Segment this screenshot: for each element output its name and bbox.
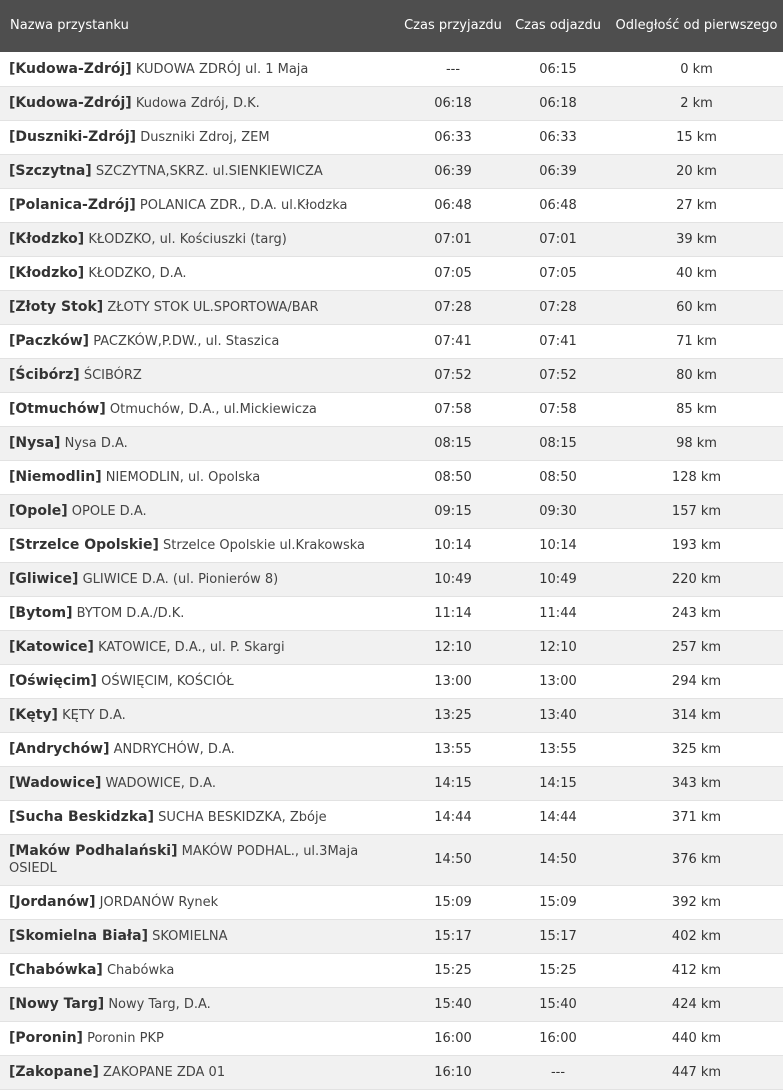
stop-name-cell [0,800,400,834]
arrival-time: 15:25 [400,953,506,987]
distance: 402 km [610,919,783,953]
distance: 15 km [610,120,783,154]
departure-time: 07:01 [506,222,610,256]
timetable-header [0,0,783,52]
departure-time: 07:28 [506,290,610,324]
arrival-time: 09:15 [400,494,506,528]
city-name: [Otmuchów] [9,400,106,417]
stop-name-cell [0,732,400,766]
departure-time: 06:48 [506,188,610,222]
table-row [0,86,783,120]
stop-name: Strzelce Opolskie ul.Krakowska [163,537,366,553]
city-name: [Maków Podhalański] [9,842,178,859]
arrival-time: 07:58 [400,392,506,426]
arrival-time: 07:41 [400,324,506,358]
distance: 447 km [610,1055,783,1089]
departure-time: 10:49 [506,562,610,596]
city-name: [Wadowice] [9,774,102,791]
stop-name: KUDOWA ZDRÓJ ul. 1 Maja [135,61,309,77]
stop-name: Duszniki Zdroj, ZEM [140,129,270,145]
stop-name-cell [0,358,400,392]
column-header-stop-name: Nazwa przystanku [0,0,400,52]
arrival-time: 06:18 [400,86,506,120]
city-name: [Skomielna Biała] [9,927,148,944]
departure-time: 12:10 [506,630,610,664]
arrival-time: 13:25 [400,698,506,732]
table-row [0,290,783,324]
city-name: [Nysa] [9,434,61,451]
city-name: [Strzelce Opolskie] [9,536,159,553]
stop-name-cell [0,953,400,987]
departure-time: 14:50 [506,834,610,885]
distance: 257 km [610,630,783,664]
arrival-time: 15:40 [400,987,506,1021]
departure-time: 07:41 [506,324,610,358]
table-row [0,732,783,766]
stop-name: Nowy Targ, D.A. [108,996,211,1012]
departure-time: 11:44 [506,596,610,630]
table-row [0,460,783,494]
arrival-time: 14:50 [400,834,506,885]
departure-time: 07:52 [506,358,610,392]
distance: 243 km [610,596,783,630]
stop-name-cell [0,290,400,324]
stop-name-cell [0,664,400,698]
city-name: [Duszniki-Zdrój] [9,128,137,145]
table-row [0,52,783,86]
arrival-time: 07:05 [400,256,506,290]
departure-time: 09:30 [506,494,610,528]
table-row [0,987,783,1021]
departure-time: 10:14 [506,528,610,562]
distance: 71 km [610,324,783,358]
stop-name: ZAKOPANE ZDA 01 [103,1064,226,1080]
distance: 371 km [610,800,783,834]
city-name: [Kudowa-Zdrój] [9,60,132,77]
arrival-time: 07:52 [400,358,506,392]
city-name: [Bytom] [9,604,73,621]
stop-name: ŚCIBÓRZ [83,367,142,383]
stop-name: OPOLE D.A. [71,503,147,519]
distance: 376 km [610,834,783,885]
city-name: [Gliwice] [9,570,79,587]
stop-name-cell [0,834,400,885]
stop-name: Kudowa Zdrój, D.K. [135,95,260,111]
table-row [0,392,783,426]
stop-name-cell [0,987,400,1021]
stop-name: SUCHA BESKIDZKA, Zbóje [158,809,327,825]
arrival-time: 10:49 [400,562,506,596]
stop-name: WADOWICE, D.A. [105,775,216,791]
stop-name-cell [0,630,400,664]
arrival-time: 11:14 [400,596,506,630]
arrival-time: 12:10 [400,630,506,664]
stop-name: POLANICA ZDR., D.A. ul.Kłodzka [139,197,348,213]
distance: 157 km [610,494,783,528]
stop-name: GLIWICE D.A. (ul. Pionierów 8) [82,571,279,587]
distance: 40 km [610,256,783,290]
city-name: [Złoty Stok] [9,298,104,315]
city-name: [Niemodlin] [9,468,102,485]
city-name: [Ścibórz] [9,366,80,383]
stop-name-cell [0,222,400,256]
distance: 193 km [610,528,783,562]
column-header-departure: Czas odjazdu [506,0,610,52]
stop-name-cell [0,766,400,800]
departure-time: 14:15 [506,766,610,800]
stop-name: BYTOM D.A./D.K. [76,605,185,621]
column-header-distance: Odległość od pierwszego [610,0,783,52]
departure-time: 13:00 [506,664,610,698]
city-name: [Zakopane] [9,1063,99,1080]
arrival-time: 06:33 [400,120,506,154]
city-name: [Kudowa-Zdrój] [9,94,132,111]
city-name: [Nowy Targ] [9,995,105,1012]
city-name: [Kęty] [9,706,58,723]
distance: 343 km [610,766,783,800]
distance: 98 km [610,426,783,460]
stop-name: KŁODZKO, ul. Kościuszki (targ) [88,231,287,247]
distance: 20 km [610,154,783,188]
stop-name-cell [0,426,400,460]
distance: 2 km [610,86,783,120]
departure-time: 16:00 [506,1021,610,1055]
stop-name-cell [0,256,400,290]
column-header-arrival: Czas przyjazdu [400,0,506,52]
stop-name-cell [0,188,400,222]
stop-name-cell [0,324,400,358]
arrival-time: 15:09 [400,885,506,919]
table-row [0,1021,783,1055]
stop-name: NIEMODLIN, ul. Opolska [105,469,261,485]
stop-name-cell [0,460,400,494]
distance: 392 km [610,885,783,919]
arrival-time: 14:15 [400,766,506,800]
departure-time: 13:55 [506,732,610,766]
distance: 0 km [610,52,783,86]
stop-name-cell [0,885,400,919]
city-name: [Chabówka] [9,961,103,978]
departure-time: --- [506,1055,610,1089]
arrival-time: 07:28 [400,290,506,324]
distance: 60 km [610,290,783,324]
distance: 220 km [610,562,783,596]
arrival-time: 06:48 [400,188,506,222]
table-row [0,919,783,953]
distance: 440 km [610,1021,783,1055]
table-row [0,885,783,919]
city-name: [Sucha Beskidzka] [9,808,154,825]
arrival-time: 10:14 [400,528,506,562]
city-name: [Polanica-Zdrój] [9,196,136,213]
table-row [0,426,783,460]
arrival-time: 15:17 [400,919,506,953]
stop-name-cell [0,528,400,562]
table-row [0,630,783,664]
city-name: [Szczytna] [9,162,92,179]
departure-time: 06:15 [506,52,610,86]
arrival-time: --- [400,52,506,86]
arrival-time: 07:01 [400,222,506,256]
stop-name: KĘTY D.A. [62,707,126,723]
stop-name-cell [0,52,400,86]
departure-time: 15:17 [506,919,610,953]
stop-name: KŁODZKO, D.A. [88,265,187,281]
city-name: [Oświęcim] [9,672,97,689]
distance: 27 km [610,188,783,222]
distance: 314 km [610,698,783,732]
stop-name: Otmuchów, D.A., ul.Mickiewicza [109,401,317,417]
distance: 325 km [610,732,783,766]
distance: 39 km [610,222,783,256]
distance: 80 km [610,358,783,392]
table-row [0,494,783,528]
stop-name: MAKÓW PODHAL., ul.3Maja OSIEDL [9,843,359,876]
city-name: [Katowice] [9,638,94,655]
arrival-time: 16:00 [400,1021,506,1055]
table-row [0,324,783,358]
stop-name: Poronin PKP [87,1030,164,1046]
timetable-body [0,52,783,1089]
table-row [0,698,783,732]
arrival-time: 08:15 [400,426,506,460]
city-name: [Jordanów] [9,893,96,910]
table-row [0,800,783,834]
stop-name-cell [0,392,400,426]
departure-time: 06:18 [506,86,610,120]
distance: 128 km [610,460,783,494]
stop-name: OŚWIĘCIM, KOŚCIÓŁ [101,673,234,689]
stop-name-cell [0,562,400,596]
arrival-time: 06:39 [400,154,506,188]
arrival-time: 16:10 [400,1055,506,1089]
stop-name-cell [0,596,400,630]
arrival-time: 13:00 [400,664,506,698]
city-name: [Poronin] [9,1029,83,1046]
departure-time: 15:09 [506,885,610,919]
departure-time: 07:05 [506,256,610,290]
stop-name-cell [0,494,400,528]
departure-time: 06:39 [506,154,610,188]
arrival-time: 14:44 [400,800,506,834]
departure-time: 14:44 [506,800,610,834]
stop-name-cell [0,154,400,188]
table-row [0,188,783,222]
distance: 424 km [610,987,783,1021]
table-row [0,222,783,256]
table-row [0,596,783,630]
header-row [0,0,783,52]
stop-name-cell [0,698,400,732]
departure-time: 08:50 [506,460,610,494]
city-name: [Opole] [9,502,68,519]
stop-name-cell [0,1055,400,1089]
stop-name: ANDRYCHÓW, D.A. [113,741,235,757]
arrival-time: 08:50 [400,460,506,494]
city-name: [Andrychów] [9,740,110,757]
city-name: [Kłodzko] [9,230,85,247]
city-name: [Paczków] [9,332,90,349]
table-row [0,256,783,290]
table-row [0,562,783,596]
stop-name: KATOWICE, D.A., ul. P. Skargi [98,639,285,655]
table-row [0,766,783,800]
table-row [0,358,783,392]
stop-name: SZCZYTNA,SKRZ. ul.SIENKIEWICZA [95,163,323,179]
stop-name-cell [0,919,400,953]
stop-name: Chabówka [106,962,175,978]
stop-name-cell [0,86,400,120]
distance: 85 km [610,392,783,426]
table-row [0,664,783,698]
table-row [0,953,783,987]
table-row [0,834,783,885]
stop-name: ZŁOTY STOK UL.SPORTOWA/BAR [107,299,319,315]
city-name: [Kłodzko] [9,264,85,281]
distance: 294 km [610,664,783,698]
arrival-time: 13:55 [400,732,506,766]
table-row [0,120,783,154]
departure-time: 08:15 [506,426,610,460]
table-row [0,528,783,562]
departure-time: 06:33 [506,120,610,154]
table-row [0,1055,783,1089]
stop-name: SKOMIELNA [152,928,228,944]
table-row [0,154,783,188]
departure-time: 13:40 [506,698,610,732]
departure-time: 07:58 [506,392,610,426]
stop-name-cell [0,1021,400,1055]
distance: 412 km [610,953,783,987]
stop-name: PACZKÓW,P.DW., ul. Staszica [93,333,280,349]
stop-name: JORDANÓW Rynek [99,894,219,910]
departure-time: 15:40 [506,987,610,1021]
stop-name: Nysa D.A. [64,435,128,451]
departure-time: 15:25 [506,953,610,987]
stop-name-cell [0,120,400,154]
